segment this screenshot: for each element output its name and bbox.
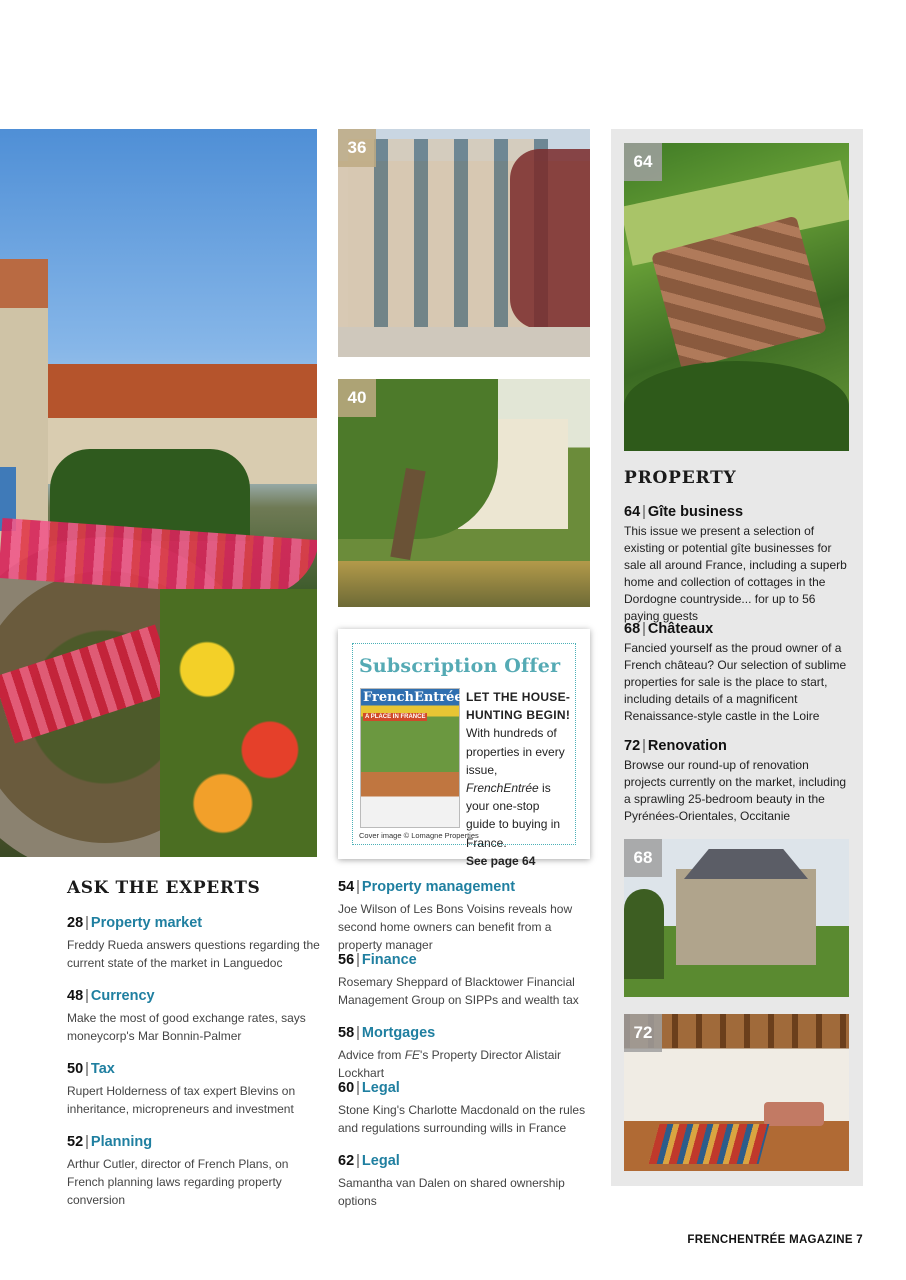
property-item-desc: This issue we present a selection of existing or potential gîte businesses for sale all around France, including a superb home and collection of cottages in the Dordogne countryside... for up to 56 paying guests (624, 524, 847, 623)
property-item-desc: Browse our round-up of renovation projects currently on the market, including a sprawling 25-bedroom beauty in the Pyrénées-Orientales, Occitanie (624, 758, 847, 823)
expert-item-desc: Rosemary Sheppard of Blacktower Financial Management Group on SIPPs and wealth tax (338, 975, 579, 1007)
cover-brand: FrenchEntrée (363, 690, 463, 705)
cover-headline: A PLACE IN FRANCE (365, 714, 426, 720)
gite-business-photo[interactable] (624, 143, 849, 451)
property-heading: PROPERTY (624, 468, 737, 488)
expert-item-desc: Rupert Holderness of tax expert Blevins on inheritance, micropreneurs and investment (67, 1084, 296, 1116)
expert-item-desc: Stone King's Charlotte Macdonald on the rules and regulations surrounding wills in France (338, 1103, 586, 1135)
expert-item-title[interactable]: 48 | Currency (67, 988, 155, 1004)
village-flowers-photo (0, 129, 317, 857)
ask-experts-heading: ASK THE EXPERTS (67, 878, 261, 898)
subscription-body-italic: FrenchEntrée (466, 781, 539, 796)
property-item-desc: Fancied yourself as the proud owner of a French château? Our selection of sublime properties for sale is the place to start, including details of a magnificent Renaissance-style castle in the Loire (624, 641, 847, 723)
subscription-body-b: is your one-stop guide to buying in France. (466, 781, 561, 850)
expert-item-desc: Advice from FE's Property Director Alistair Lockhart (338, 1048, 562, 1080)
article-40-photo[interactable] (338, 379, 590, 607)
subscription-body-a: With hundreds of properties in every issue, (466, 726, 565, 777)
expert-item-title[interactable]: 28 | Property market (67, 915, 203, 931)
expert-item-title[interactable]: 60 | Legal (338, 1080, 400, 1096)
page-badge-36: 36 (338, 129, 376, 167)
property-item-title[interactable]: 72 | Renovation (624, 738, 727, 754)
property-item-title[interactable]: 68 | Châteaux (624, 621, 714, 637)
expert-item-title[interactable]: 54 | Property management (338, 879, 516, 895)
article-36-photo[interactable] (338, 129, 590, 357)
renovation-photo[interactable] (624, 1014, 849, 1171)
subscription-text (466, 688, 572, 870)
expert-item-title[interactable]: 62 | Legal (338, 1153, 400, 1169)
page-badge-68: 68 (624, 839, 662, 877)
expert-item-title[interactable]: 56 | Finance (338, 952, 417, 968)
page-badge-40: 40 (338, 379, 376, 417)
expert-item-title[interactable]: 50 | Tax (67, 1061, 115, 1077)
expert-item-desc: Joe Wilson of Les Bons Voisins reveals how second home owners can benefit from a property manager (338, 902, 573, 952)
expert-item-desc: Make the most of good exchange rates, says moneycorp's Mar Bonnin-Palmer (67, 1011, 306, 1043)
expert-item-desc: Freddy Rueda answers questions regarding the current state of the market in Languedoc (67, 938, 320, 970)
expert-item-title[interactable]: 58 | Mortgages (338, 1025, 436, 1041)
subscription-offer-card[interactable] (338, 629, 590, 868)
page-badge-72: 72 (624, 1014, 662, 1052)
subscription-title: Subscription Offer (359, 655, 561, 677)
page-footer: FRENCHENTRÉE MAGAZINE 7 (687, 1234, 863, 1246)
chateaux-photo[interactable] (624, 839, 849, 997)
expert-item-title[interactable]: 52 | Planning (67, 1134, 153, 1150)
magazine-cover-image (360, 688, 463, 828)
property-item-title[interactable]: 64 | Gîte business (624, 504, 744, 520)
expert-item-desc: Arthur Cutler, director of French Plans, on French planning laws regarding property conversion (67, 1157, 289, 1207)
cover-credit: Cover image © Lomagne Properties (359, 831, 479, 840)
expert-item-desc: Samantha van Dalen on shared ownership options (338, 1176, 565, 1208)
see-page-link[interactable]: See page 64 (466, 853, 536, 868)
page-badge-64: 64 (624, 143, 662, 181)
subscription-headline: LET THE HOUSE-HUNTING BEGIN! (466, 690, 571, 723)
